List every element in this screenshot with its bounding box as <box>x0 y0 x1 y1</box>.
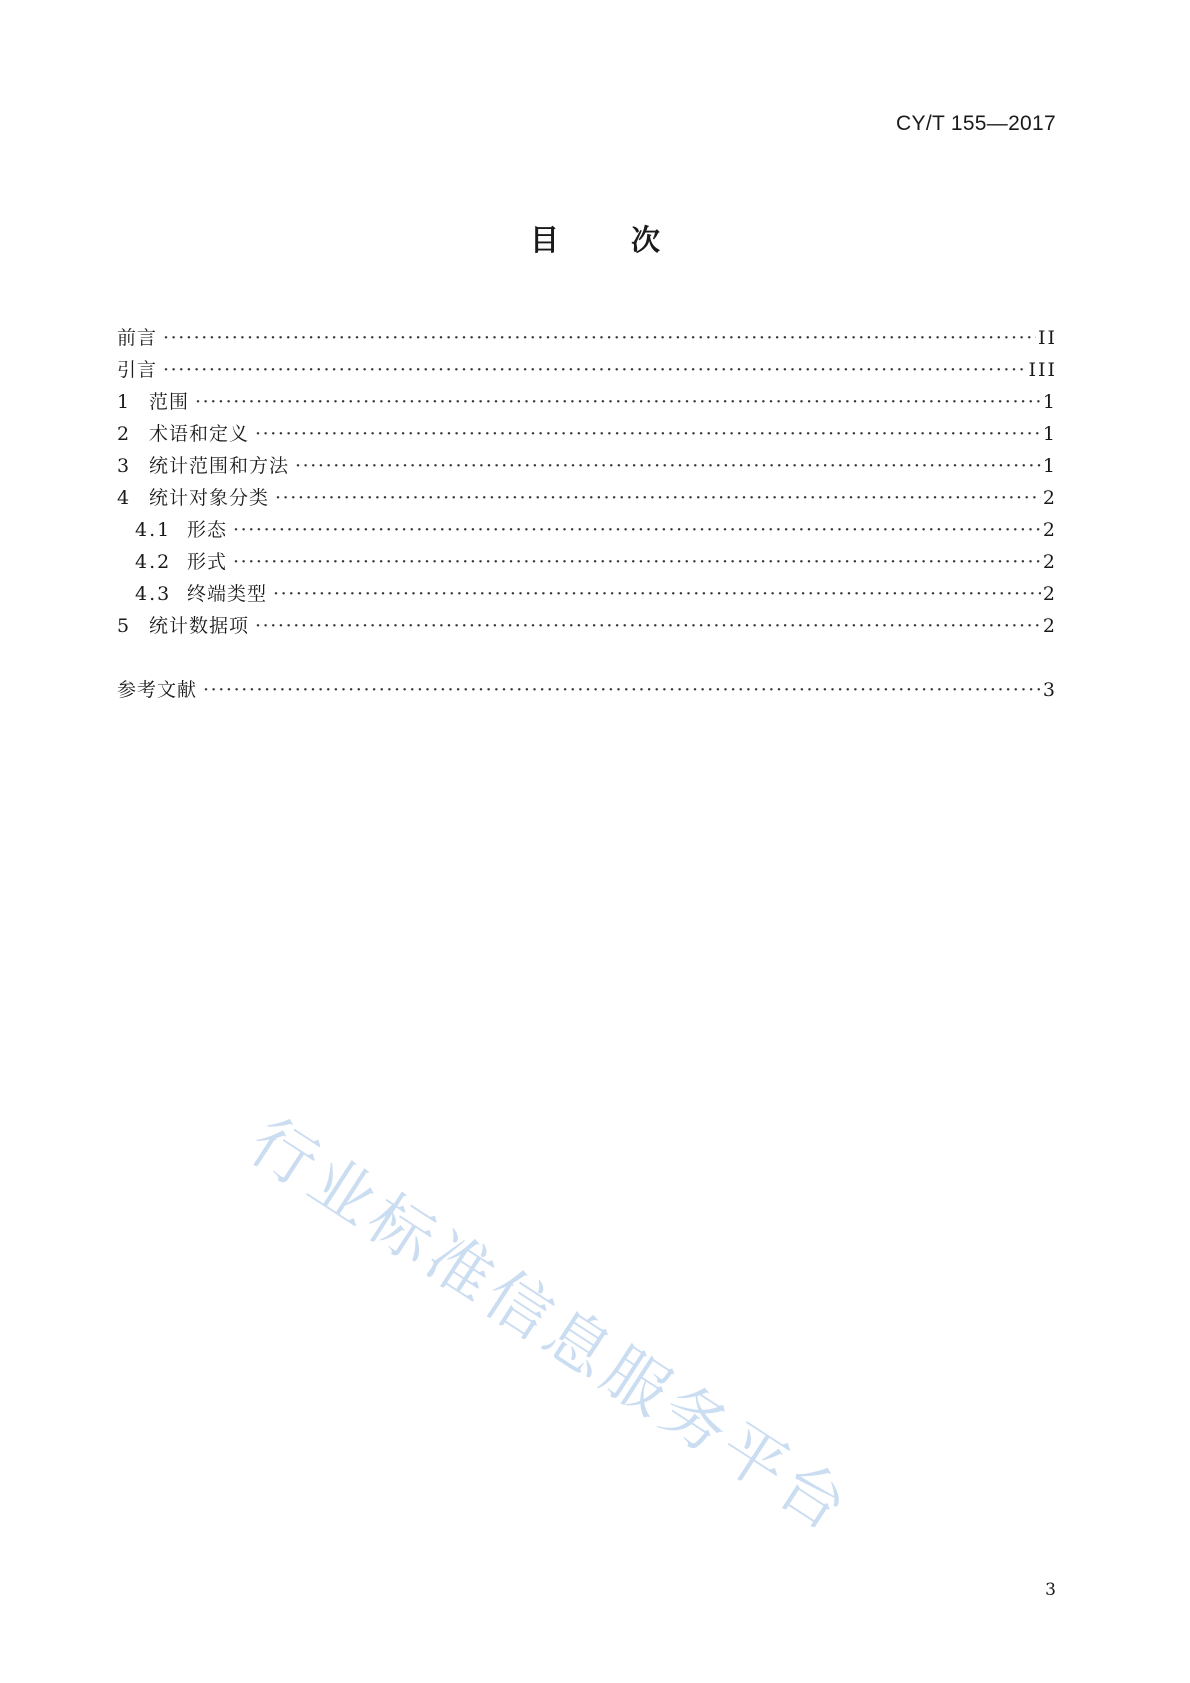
toc-label: 统计数据项 <box>149 615 250 637</box>
toc-label: 范围 <box>149 391 190 413</box>
toc-page: 2 <box>1042 519 1057 541</box>
table-of-contents <box>117 322 1057 706</box>
toc-label: 引言 <box>117 359 158 381</box>
toc-leader <box>275 482 1041 514</box>
toc-item-references[interactable] <box>117 674 1057 706</box>
toc-item-2[interactable] <box>117 418 1057 450</box>
toc-page: 2 <box>1042 583 1057 605</box>
toc-number: 4.3 <box>135 583 172 605</box>
page-title <box>0 218 1190 259</box>
toc-page: III <box>1028 359 1057 381</box>
watermark: 行业标准信息服务平台 <box>236 1105 864 1549</box>
toc-page: 1 <box>1042 391 1057 413</box>
toc-number: 5 <box>117 615 130 637</box>
toc-item-5[interactable] <box>117 610 1057 642</box>
toc-leader <box>255 610 1041 642</box>
toc-page: 2 <box>1042 615 1057 637</box>
toc-page: 3 <box>1042 679 1057 701</box>
toc-leader <box>295 450 1041 482</box>
toc-leader <box>233 514 1041 546</box>
toc-leader <box>273 578 1041 610</box>
toc-leader <box>203 674 1041 706</box>
toc-label: 终端类型 <box>187 583 268 605</box>
toc-item-introduction[interactable] <box>117 354 1057 386</box>
toc-number: 4 <box>117 487 130 509</box>
toc-number: 1 <box>117 391 130 413</box>
toc-leader <box>163 322 1036 354</box>
page-number: 3 <box>1045 1580 1056 1600</box>
toc-leader <box>195 386 1041 418</box>
toc-number: 2 <box>117 423 130 445</box>
toc-label: 参考文献 <box>117 679 198 701</box>
title-char-2: 次 <box>631 223 661 257</box>
document-code: CY/T 155—2017 <box>896 112 1056 135</box>
toc-leader <box>255 418 1041 450</box>
toc-leader <box>163 354 1026 386</box>
toc-label: 术语和定义 <box>149 423 250 445</box>
toc-item-1[interactable] <box>117 386 1057 418</box>
toc-item-3[interactable] <box>117 450 1057 482</box>
toc-label: 前言 <box>117 327 158 349</box>
toc-page: 2 <box>1042 551 1057 573</box>
toc-page: 1 <box>1042 423 1057 445</box>
toc-item-4-2[interactable] <box>117 546 1057 578</box>
toc-item-4-1[interactable] <box>117 514 1057 546</box>
toc-number: 3 <box>117 455 130 477</box>
title-char-1: 目 <box>529 223 559 257</box>
toc-page: 2 <box>1042 487 1057 509</box>
toc-number: 4.2 <box>135 551 172 573</box>
toc-label: 形式 <box>187 551 228 573</box>
toc-label: 统计范围和方法 <box>149 455 290 477</box>
toc-label: 形态 <box>187 519 228 541</box>
toc-page: II <box>1037 327 1057 349</box>
toc-label: 统计对象分类 <box>149 487 270 509</box>
toc-item-4[interactable] <box>117 482 1057 514</box>
toc-page: 1 <box>1042 455 1057 477</box>
toc-item-4-3[interactable] <box>117 578 1057 610</box>
toc-leader <box>233 546 1041 578</box>
toc-item-preface[interactable] <box>117 322 1057 354</box>
toc-number: 4.1 <box>135 519 172 541</box>
